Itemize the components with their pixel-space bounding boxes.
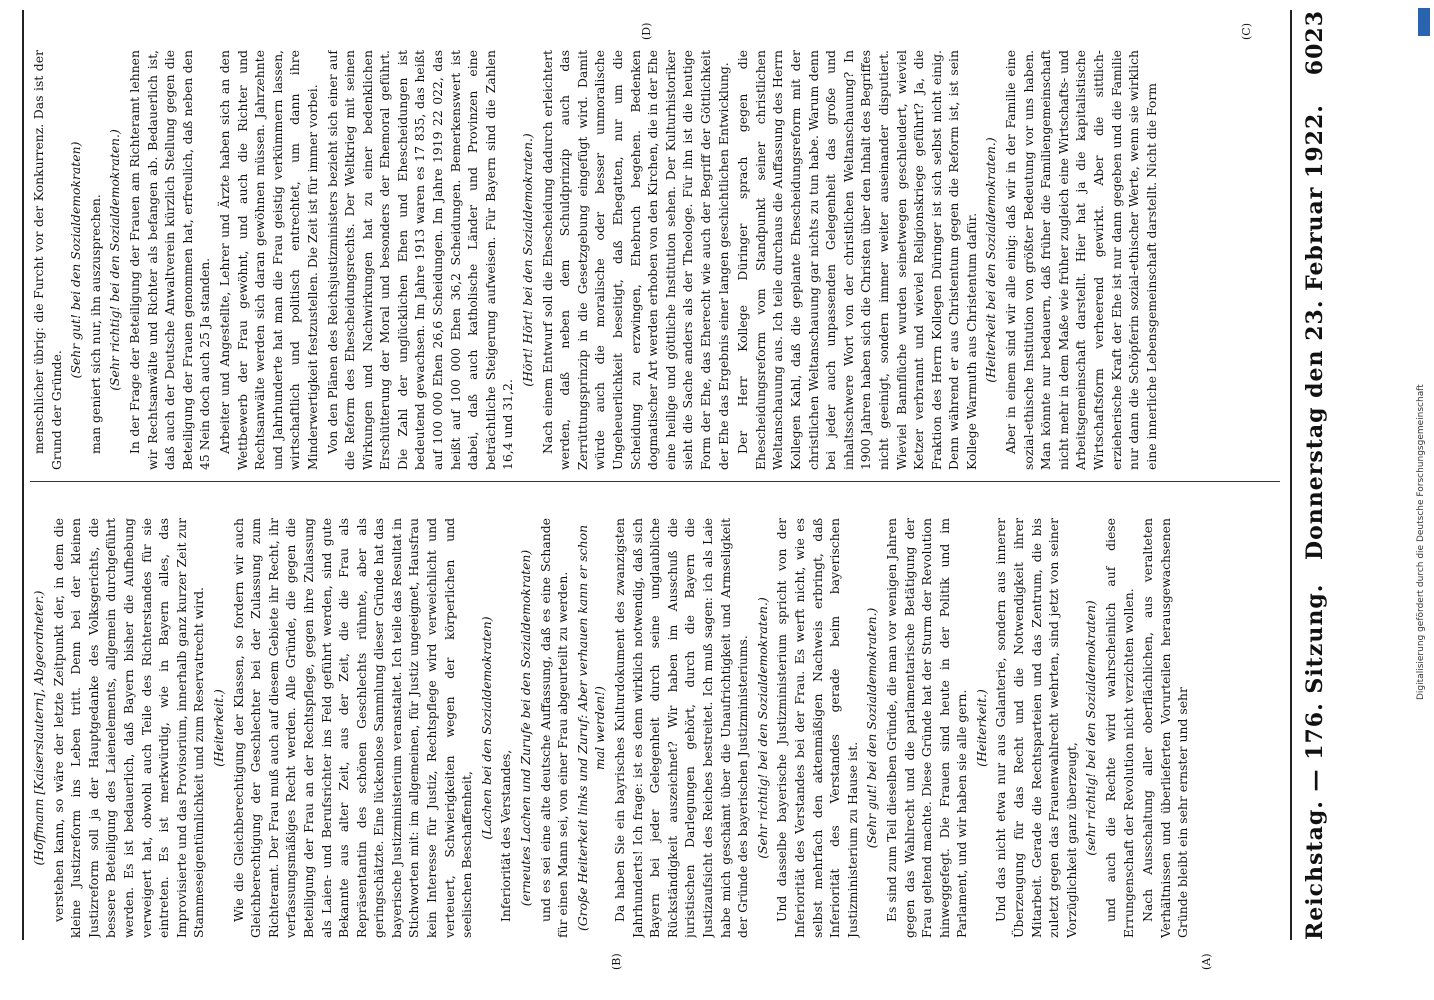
left-text-column — [30, 518, 1280, 938]
digitization-note: Digitalisierung gefördert durch die Deutsche Forschungsgemeinschaft — [1416, 384, 1426, 700]
paragraph: und auch die Rechte wird wahrscheinlich auf diese Errungenschaft der Revolution nicht verzichten wollen. — [1103, 518, 1136, 938]
paragraph: (Sehr gut! bei den Sozialdemokraten.) — [864, 607, 880, 849]
paragraph: (Hoffmann [Kaiserslautern], Abgeordneter.) — [31, 590, 46, 866]
top-rule — [22, 10, 24, 940]
margin-mark-a: (A) — [1200, 953, 1213, 970]
paragraph: Der Herr Kollege Düringer sprach gegen die Ehescheidungsreform vom Standpunkt seiner christlichen Weltanschauung aus. Ich teile durchaus die Auffassung des Herrn Kollegen Kahl, daß die geplante Ehescheidungsreform mit der christlichen Weltanschauung gar nichts zu tun habe. Warum denn bei jeder auch unpassenden Gelegenheit das große und inhaltsschwere Wort von der christlichen Weltanschauung? In 1900 Jahren haben sich die Christen über den Inhalt des Begriffes nicht geeinigt, sondern immer weiter auseinander disputiert. Wieviel Bannflüche wurden seinetwegen geschleudert, wieviel Ketzer verbrannt und wieviel Religionskriege geführt? Ja, die Fraktion des Herrn Kollegen Düringer ist sich selbst nicht einig. Denn während er aus Christentum gegen die Reform ist, ist sein Kollege Warmuth aus Christentum dafür. — [735, 50, 979, 470]
paragraph: (Sehr richtig! bei den Sozialdemokraten.) — [107, 129, 123, 391]
paragraph: Inferiorität des Verstandes, — [498, 749, 514, 922]
paragraph: Es sind zum Teil dieselben Gründe, die man vor wenigen Jahren gegen das Wahlrecht und die parlamentarische Betätigung der Frau geltend machte. Diese Gründe hat der Sturm der Revolution hinweggefegt. Die Frauen sind heute in der Politik und im Parlament, und wir haben sie alle gern. — [883, 518, 970, 938]
paragraph: In der Frage der Beteiligung der Frauen am Richteramt lehnen wir Rechtsanwälte und Richter als befangen ab. Bedauerlich ist, daß auch der Deutsche Anwaltverein kürzlich Stellung gegen die Beteiligung der Frauen genommen hat, erfreulich, daß neben den 45 Nein doch auch 25 Ja standen. — [126, 50, 213, 470]
column-divider — [30, 481, 1280, 482]
header-date: Donnerstag den 23. Februar 1922. — [1302, 104, 1328, 560]
paragraph: Wie die Gleichberechtigung der Klassen, so fordern wir auch Gleichberechtigung der Geschlechter bei der Zulassung zum Richteramt. Der Frau muß auch auf diesem Gebiete ihr Recht, ihr verfassungsmäßiges Recht werden. Alle Gründe, die gegen die Beteiligung der Frau an der Rechtspflege, gegen ihre Zulassung als Laien- und Berufsrichter ins Feld geführt werden, sind gute Bekannte aus alter Zeit, aus der Zeit, die die Frau als Repräsentantin des schönen Geschlechts rühmte, aber als geringschätzte. Eine lückenlose Sammlung dieser Gründe hat das bayerische Justizministerium veranstaltet. Ich teile das Resultat in Stichworten mit: im allgemeinen, für Justiz ungeeignet, Hausfrau kein Interesse für Justiz, Rechtspflege wird verweichlicht und verteuert, Schwierigkeiten wegen der körperlichen und seelischen Beschaffenheit, — [230, 518, 475, 938]
paragraph: (Heiterkeit.) — [210, 689, 226, 767]
margin-mark-b: (B) — [610, 953, 623, 970]
header-session: Reichstag. — 176. Sitzung. — [1302, 583, 1328, 940]
paragraph: Und dasselbe bayerische Justizministerium spricht von der Inferiorität des Verstandes bei der Frau. Es werft nicht, wie es selbst mehrfach den aktenmäßigen Nachweis erbringt, daß Inferiorität des Verstandes gerade beim bayerischen Justizministerium zu Hause ist. — [774, 518, 860, 938]
margin-mark-c: (C) — [1240, 23, 1253, 40]
paragraph: (erneutes Lachen und Zurufe bei den Sozialdemokraten) — [518, 549, 534, 907]
paragraph: Und das nicht etwa nur aus Galanterie, sondern aus innerer Überzeugung für das Recht und die Notwendigkeit ihrer Mitarbeit. Gerade die Rechtsparteien und das Zentrum, die bis zuletzt gegen das Frauenwahlrecht wehrten, sind jetzt von seiner Vorzüglichkeit ganz überzeugt, — [993, 518, 1079, 938]
page-number: 6023 — [1302, 10, 1328, 76]
paragraph: (Sehr richtig! bei den Sozialdemokraten.) — [754, 597, 770, 859]
paragraph: (Sehr gut! bei den Sozialdemokraten) — [68, 141, 84, 379]
paragraph: Aber in einem sind wir alle einig: daß wir in der Familie eine sozial-ethische Institution von größter Bedeutung vor uns haben. Man könnte nur bedauern, daß früher die Familiengemeinschaft nicht mehr in dem Maße wie früher zugleich eine Wirtschafts- und Arbeitsgemeinschaft darstellt. Hier hat ja die kapitalistische Wirtschaftsform verheerend gewirkt. Aber die sittlich-erzieherische Kraft der Ehe ist nur dann gegeben und die Familie nur dann die Schöpferin sozial-ethischer Werte, wenn sie wirklich eine innerliche Lebensgemeinschaft darstellt. Nicht die Form — [1003, 50, 1159, 470]
paragraph: (Heiterkeit bei den Sozialdemokraten.) — [983, 137, 999, 383]
paragraph: (Lachen bei den Sozialdemokraten) — [478, 616, 494, 840]
paragraph: menschlicher übrig: die Furcht vor der Konkurrenz. Das ist der Grund der Gründe. — [31, 50, 64, 470]
dfg-logo — [1418, 8, 1430, 36]
paragraph: Nach Ausschaltung aller oberflächlichen, aus veralteten Verhältnissen und überlieferten Vorurteilen herausgewachsenen Gründe bleibt ein sehr ernster und sehr — [1140, 518, 1191, 938]
page-header — [1296, 10, 1336, 940]
paragraph: Da haben Sie ein bayrisches Kulturdokument des zwanzigsten Jahrhunderts! Ich frage: ist es denn wirklich notwendig, daß sich Bayern bei jeder Gelegenheit durch seine unglaubliche Rückständigkeit auszeichnet? Wir haben im Ausschuß die juristischen Darlegungen gehört, durch die Bayern die Justizaufsicht des Reiches bestreitet. Ich muß sagen: ich als Laie habe mich geschämt über die Unaufrichtigkeit und Armseligkeit der Gründe des bayerischen Justizministeriums. — [612, 518, 751, 938]
paragraph: (Heiterkeit.) — [973, 689, 989, 767]
paragraph: Nach einem Entwurf soll die Ehescheidung dadurch erleichtert werden, daß neben dem Schuldprinzip auch das Zerrüttungsprinzip in die Gesetzgebung eingefügt wird. Damit würde auch die moralische oder besser unmoralische Ungeheuerlichkeit beseitigt, daß Ehegatten, nur um die Scheidung zu erzwingen, Ehebruch begehen. Bedenken dogmatischer Art werden erhoben von den Kirchen, die in der Ehe eine heilige und göttliche Institution sehen. Der Kulturhistoriker sieht die Sache anders als der Theologe. Für ihn ist die heutige Form der Ehe, das Eherecht wie auch der Begriff der Göttlichkeit der Ehe das Ergebnis einer langen geschichtlichen Entwicklung. — [539, 50, 731, 470]
paragraph: und es sei eine alte deutsche Auffassung, daß es eine Schande für einen Mann sei, von einer Frau abgeurteilt zu werden. — [537, 518, 571, 938]
paragraph: Arbeiter und Angestellte, Lehrer und Ärzte haben sich an den Wettbewerb der Frau gewöhnt, und auch die Richter und Rechtsanwälte werden sich daran gewöhnen müssen. Jahrzehnte und Jahrhunderte hat man die Frau geistig verkümmern lassen, wirtschaftlich und politisch entrechtet, um dann ihre Minderwertigkeit festzustellen. Die Zeit ist für immer vorbei. — [216, 50, 320, 470]
paragraph: verstehen kann, so wäre der letzte Zeitpunkt der, in dem die kleine Justizreform ins Leben tritt. Denn bei der kleinen Justizreform soll ja der Hauptgedanke des Volksgerichts, die bessere Beteiligung des Laienelements, allgemein durchgeführt werden. Es ist bedauerlich, daß Bayern bisher die Aufhebung verweigert hat, obwohl auch Teile des Richterstandes für sie eintreten. Es ist merkwürdig, wie in Bayern alles, das Improvisierte und das Provisorium, innerhalb ganz kurzer Zeit zur Stammeseigentümlichkeit und zum Reservatrecht wird. — [50, 518, 207, 938]
right-text-column — [30, 50, 1280, 470]
paragraph: (Große Heiterkeit links und Zuruf: Aber verhauen kann er schon mal werden!) — [574, 524, 608, 932]
paragraph: man geniert sich nur, ihn auszusprechen. — [87, 194, 103, 454]
paragraph: Von den Plänen des Reichsjustizministers bezieht sich einer auf die Reform des Ehescheidungsrechts. Der Weltkrieg mit seinen Wirkungen und Nachwirkungen hat zu einer bedenklichen Erschütterung der Moral und besonders der Ehemoral geführt. Die Zahl der unglücklichen Ehen und Ehescheidungen ist bedeutend gewachsen. Im Jahre 1913 waren es 17 835, das heißt auf 100 000 Ehen 26,6 Scheidungen. Im Jahre 1919 22 022, das heißt auf 100 000 Ehen 36,2 Scheidungen. Bemerkenswert ist dabei, daß auch katholische Länder und Provinzen eine beträchtliche Steigerung aufweisen. Für Bayern sind die Zahlen 16,4 und 31,2. — [324, 50, 516, 470]
header-rule — [1290, 10, 1292, 940]
margin-mark-d: (D) — [640, 22, 653, 40]
paragraph: (Hört! Hört! bei den Sozialdemokraten.) — [520, 133, 536, 387]
paragraph: (sehr richtig! bei den Sozialdemokraten) — [1083, 600, 1099, 856]
